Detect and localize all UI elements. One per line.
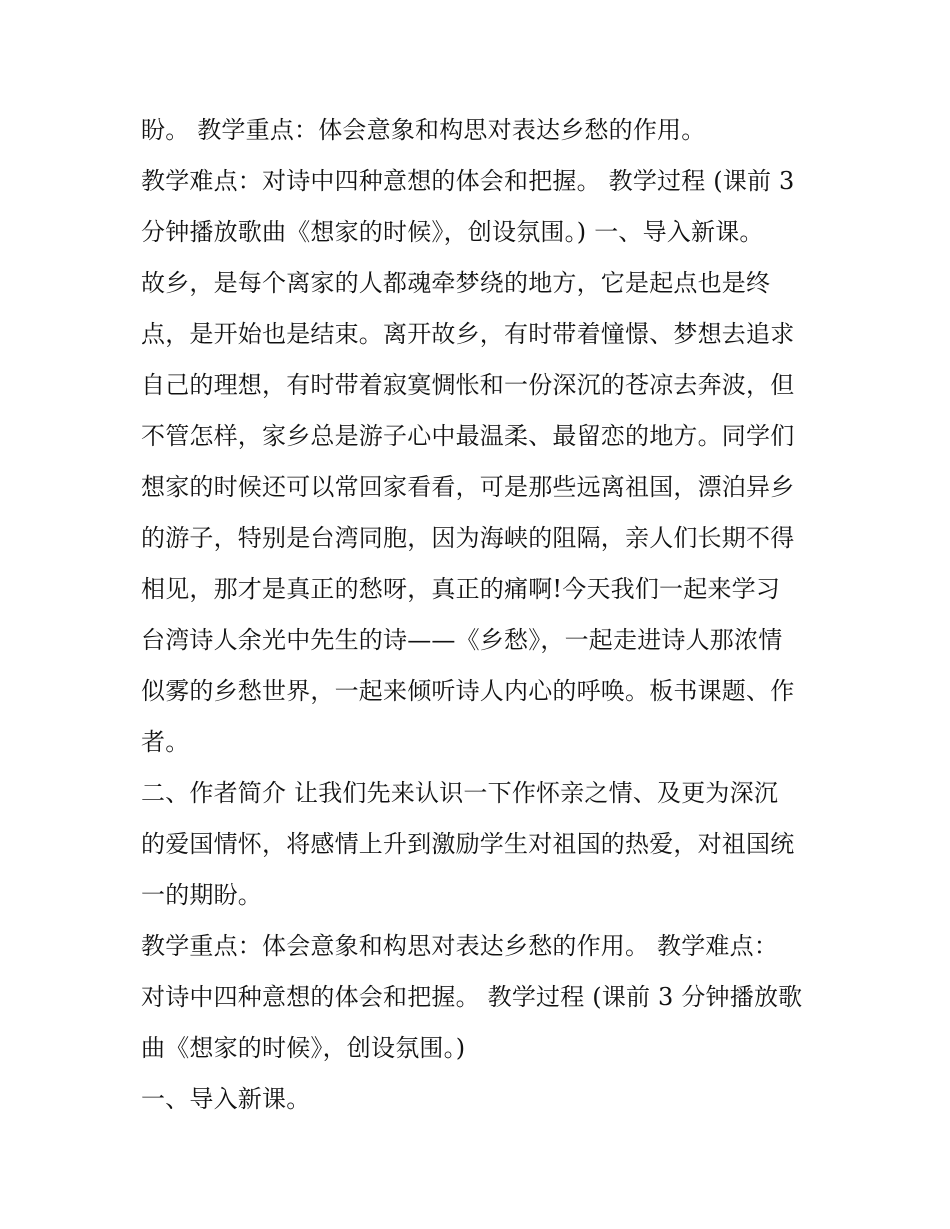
text-line: 者。 (141, 728, 190, 756)
text-line: 对诗中四种意想的体会和把握。 教学过程 (课前 3 分钟播放歌 (141, 983, 803, 1011)
text-line: 想家的时候还可以常回家看看，可是那些远离祖国，漂泊异乡 (141, 473, 795, 501)
text-line: 教学难点：对诗中四种意想的体会和把握。 教学过程 (课前 3 (141, 167, 795, 195)
text-line: 的爱国情怀，将感情上升到激励学生对祖国的热爱，对祖国统 (141, 830, 795, 858)
text-line: 故乡，是每个离家的人都魂牵梦绕的地方，它是起点也是终 (141, 269, 771, 297)
text-line: 盼。 教学重点：体会意象和构思对表达乡愁的作用。 (141, 116, 706, 144)
text-line: 教学重点：体会意象和构思对表达乡愁的作用。 教学难点： (141, 932, 779, 960)
text-line: 一、导入新课。 (141, 1085, 311, 1113)
text-line: 分钟播放歌曲《想家的时候》，创设氛围。) 一、导入新课。 (141, 218, 764, 246)
text-line: 不管怎样，家乡总是游子心中最温柔、最留恋的地方。同学们 (141, 422, 795, 450)
text-line: 相见，那才是真正的愁呀，真正的痛啊!今天我们一起来学习 (141, 575, 781, 603)
text-line: 点，是开始也是结束。离开故乡，有时带着憧憬、梦想去追求 (141, 320, 795, 348)
text-line: 的游子，特别是台湾同胞，因为海峡的阻隔，亲人们长期不得 (141, 524, 795, 552)
document-body (141, 108, 821, 1128)
text-line: 自己的理想，有时带着寂寞惆怅和一份深沉的苍凉去奔波，但 (141, 371, 795, 399)
text-line: 二、作者简介 让我们先来认识一下作怀亲之情、及更为深沉 (141, 779, 779, 807)
text-line: 一的期盼。 (141, 881, 262, 909)
text-line: 似雾的乡愁世界，一起来倾听诗人内心的呼唤。板书课题、作 (141, 677, 795, 705)
text-line: 曲《想家的时候》，创设氛围。) (141, 1034, 466, 1062)
text-line: 台湾诗人余光中先生的诗——《乡愁》，一起走进诗人那浓情 (141, 626, 783, 654)
